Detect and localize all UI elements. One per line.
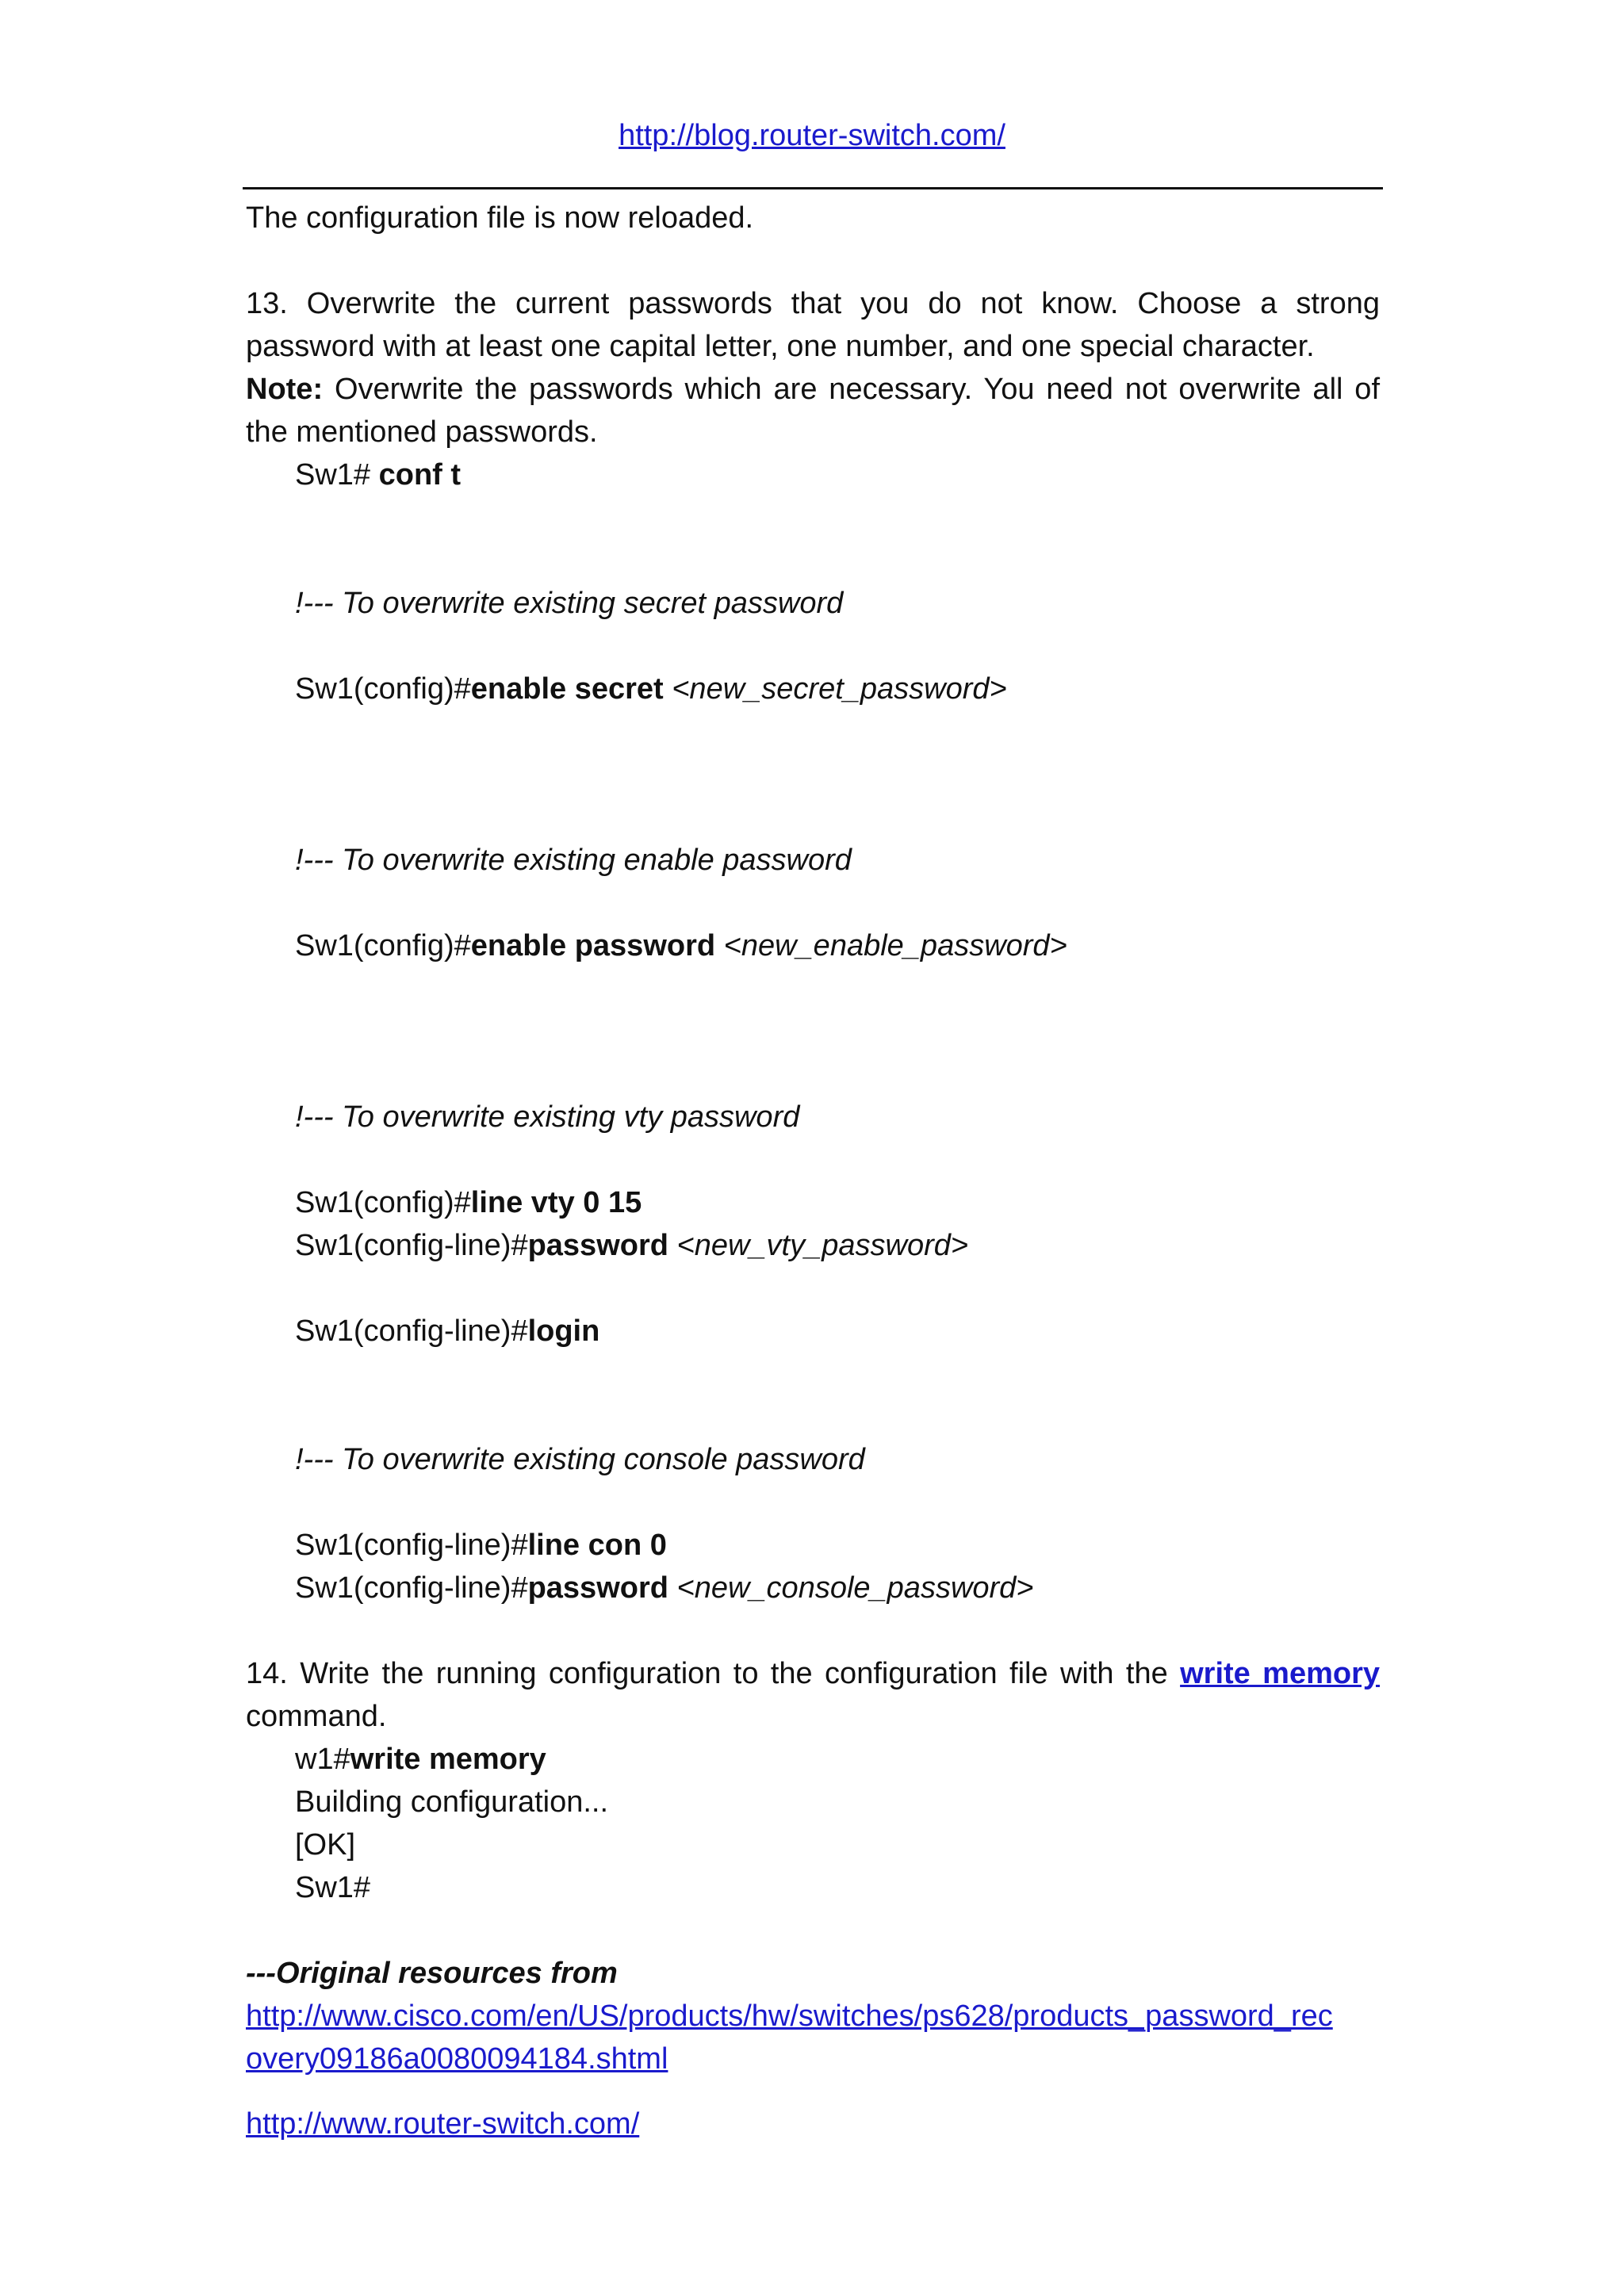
output-building: Building configuration...: [295, 1785, 609, 1819]
command: line con 0: [527, 1529, 667, 1562]
note-text: Overwrite the passwords which are necessary. You need not overwrite all of the mentioned passwords.: [246, 373, 1380, 449]
cmd-console-password: [246, 1567, 1380, 1609]
write-memory-link[interactable]: write memory: [1180, 1657, 1380, 1690]
header-rule: [243, 187, 1383, 189]
command: line vty 0 15: [470, 1186, 642, 1219]
cmd-enable-password: [246, 924, 1380, 967]
step-14-tail: command.: [246, 1700, 387, 1733]
prompt: Sw1(config)#: [295, 929, 471, 962]
step-14-text: [246, 1652, 1380, 1738]
prompt: Sw1(config-line)#: [295, 1571, 528, 1605]
document-body: [246, 197, 1380, 2145]
cmd-line-vty: [246, 1181, 1380, 1224]
argument: <new_secret_password>: [663, 672, 1007, 706]
note-label: Note:: [246, 373, 324, 406]
note-paragraph: [246, 368, 1380, 453]
cmd-vty-password: [246, 1224, 1380, 1267]
argument: <new_enable_password>: [715, 929, 1067, 962]
cisco-url-link-line2[interactable]: overy09186a0080094184.shtml: [246, 2042, 668, 2076]
header-url-link[interactable]: http://blog.router-switch.com/: [619, 119, 1005, 152]
command: enable password: [470, 929, 716, 962]
command: enable secret: [470, 672, 664, 706]
prompt: w1#: [295, 1743, 350, 1776]
comment-enable: !--- To overwrite existing enable password: [295, 844, 852, 877]
prompt: Sw1(config-line)#: [295, 1229, 528, 1262]
prompt: Sw1(config)#: [295, 1186, 471, 1219]
argument: <new_vty_password>: [668, 1229, 969, 1262]
intro-text: The configuration file is now reloaded.: [246, 201, 754, 235]
prompt: Sw1#: [295, 458, 379, 492]
cmd-write-memory: [246, 1738, 1380, 1781]
prompt: Sw1(config)#: [295, 672, 471, 706]
command: conf t: [378, 458, 462, 492]
resources-label: ---Original resources from: [246, 1957, 618, 1990]
cmd-line-con: [246, 1524, 1380, 1567]
comment-vty: !--- To overwrite existing vty password: [295, 1100, 800, 1134]
command: login: [527, 1314, 600, 1348]
cisco-link-paragraph: [246, 1995, 1380, 2080]
command: password: [527, 1229, 668, 1262]
command: password: [527, 1571, 668, 1605]
cmd-conf-t: [246, 453, 1380, 496]
prompt: Sw1(config-line)#: [295, 1529, 528, 1562]
cisco-url-link-line1[interactable]: http://www.cisco.com/en/US/products/hw/switches/ps628/products_password_rec: [246, 1999, 1333, 2033]
output-prompt: Sw1#: [295, 1871, 371, 1904]
argument: <new_console_password>: [668, 1571, 1034, 1605]
step-14-lead: 14. Write the running configuration to the configuration file with the: [246, 1657, 1181, 1690]
comment-console: !--- To overwrite existing console password: [295, 1443, 865, 1476]
output-ok: [OK]: [295, 1828, 356, 1862]
cmd-login: [246, 1310, 1380, 1353]
cmd-enable-secret: [246, 668, 1380, 710]
step-13-text: 13. Overwrite the current passwords that you do not know. Choose a strong password with at least one capital letter, one number, and one special character.: [246, 287, 1380, 363]
header: [0, 113, 1624, 158]
command: write memory: [350, 1743, 546, 1776]
router-link-paragraph: [246, 2103, 1380, 2145]
prompt: Sw1(config-line)#: [295, 1314, 528, 1348]
router-url-link[interactable]: http://www.router-switch.com/: [246, 2107, 640, 2141]
comment-secret: !--- To overwrite existing secret password: [295, 587, 844, 620]
